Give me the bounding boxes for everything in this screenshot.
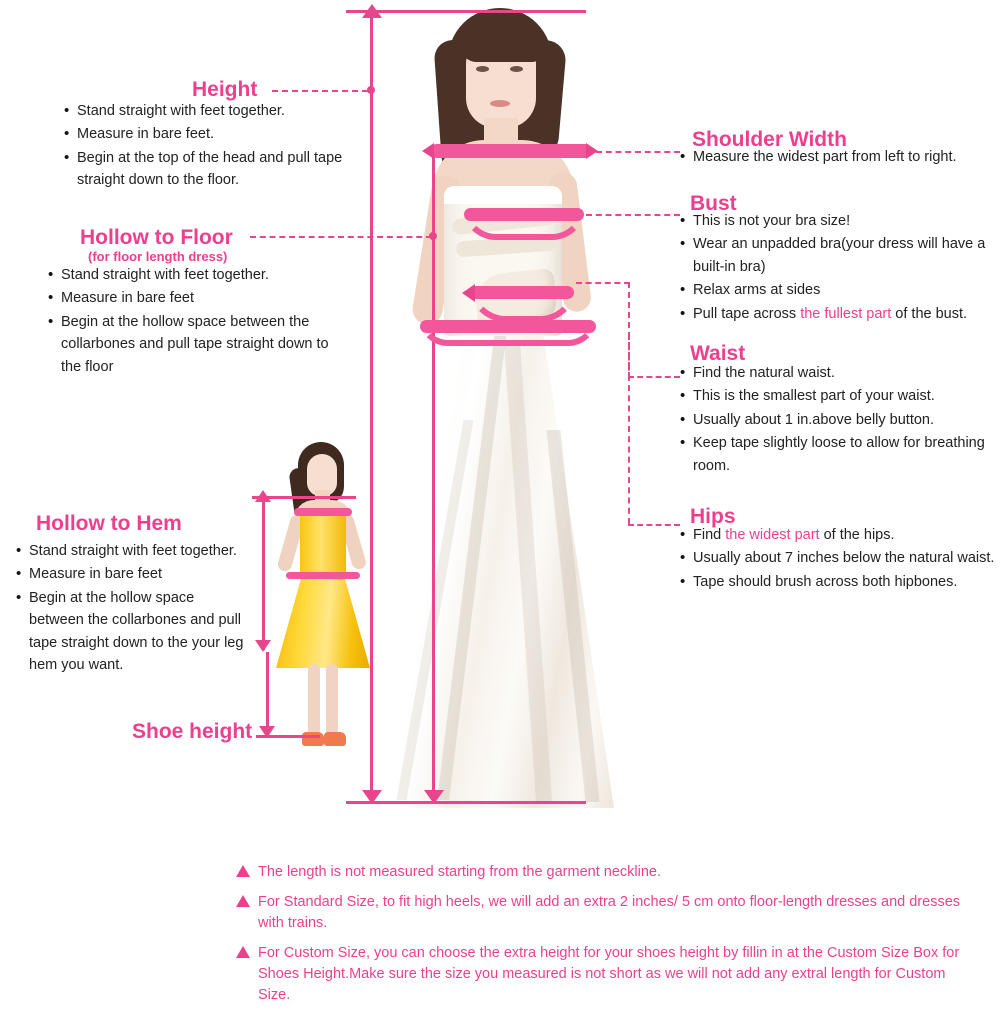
bullet: • Measure the widest part from left to right. <box>678 146 998 168</box>
hollow-to-floor-bullets <box>46 264 346 379</box>
hollow-to-floor-measure-line <box>432 150 435 804</box>
footnote-item <box>236 943 976 1006</box>
bullet: • Usually about 7 inches below the natural waist. <box>678 547 998 569</box>
waist-bullets <box>678 362 998 478</box>
hollow-to-floor-arrow-bottom <box>424 790 444 804</box>
height-bottom-cap <box>346 801 586 804</box>
hollow-to-hem-top-cap <box>252 496 356 499</box>
hips-bullets <box>678 524 998 594</box>
hips-leader-vertical <box>628 334 630 524</box>
bust-label: Bust <box>690 192 737 215</box>
warning-triangle-icon <box>236 865 250 877</box>
bust-bullets <box>678 210 998 326</box>
hollow-to-hem-arrow-bottom <box>255 640 271 652</box>
fringe <box>460 22 542 62</box>
height-measure-line <box>370 10 373 804</box>
shoulder-width-bullets <box>678 146 998 169</box>
waist-leader-dash <box>628 376 680 378</box>
leg-left <box>308 664 320 736</box>
hips-leader-dash <box>628 524 680 526</box>
waist-label: Waist <box>690 342 746 365</box>
eye-right <box>510 66 523 72</box>
gown-neckline <box>444 186 562 204</box>
height-leader-dot <box>367 86 375 94</box>
footnote-text: For Custom Size, you can choose the extra height for your shoes height by fillin in at the Custom Size Box for Shoes Height.Make sure the size you measured is not short as we will not add any extral length for Custom Size. <box>258 945 960 1004</box>
hollow-to-hem-bullets <box>14 540 248 678</box>
shoe-height-right-line <box>266 735 269 736</box>
footnote-text: For Standard Size, to fit high heels, we will add an extra 2 inches/ 5 cm onto floor-length dresses and dresses with trains. <box>258 894 961 932</box>
footnote-text: The length is not measured starting from the garment neckline. <box>258 864 661 880</box>
footnote-item <box>236 892 976 934</box>
shoulder-width-label: Shoulder Width <box>692 128 847 151</box>
height-leader-dash <box>272 90 368 92</box>
bullet: • Keep tape slightly loose to allow for breathing room. <box>678 432 998 477</box>
bullet: • Wear an unpadded bra(your dress will have a built-in bra) <box>678 233 998 278</box>
bullet: • Measure in bare feet <box>14 563 248 585</box>
tall-model-illustration <box>370 0 630 815</box>
short-dress-skirt <box>276 574 370 668</box>
footnotes <box>236 862 976 1015</box>
bullet: • Stand straight with feet together. <box>62 100 362 122</box>
bullet: • Usually about 1 in.above belly button. <box>678 409 998 431</box>
shoulder-width-leader-dash <box>596 151 680 153</box>
bust-band-curve <box>462 206 586 240</box>
hollow-to-hem-measure-line <box>262 496 265 650</box>
hollow-to-floor-label: Hollow to Floor <box>80 226 233 249</box>
bullet: • Stand straight with feet together. <box>14 540 248 562</box>
bust-leader-dash <box>586 214 680 216</box>
warning-triangle-icon <box>236 895 250 907</box>
bullet: • This is the smallest part of your waist. <box>678 385 998 407</box>
shoe-right <box>324 732 346 746</box>
hips-band-curve <box>418 316 598 346</box>
bullet: • Measure in bare feet. <box>62 123 362 145</box>
short-dress-bodice <box>300 512 346 580</box>
hips-label: Hips <box>690 505 736 528</box>
bust-highlight: the fullest part <box>800 305 892 322</box>
bullet: • Begin at the hollow space between the collarbones and pull tape straight down to the floor <box>46 311 346 378</box>
shoulder-width-band <box>430 144 592 158</box>
hollow-to-floor-leader-dot <box>429 232 437 240</box>
warning-triangle-icon <box>236 946 250 958</box>
short-model-hip-band <box>286 572 360 579</box>
hollow-to-floor-sublabel: (for floor length dress) <box>88 249 228 264</box>
bullet: • Find the natural waist. <box>678 362 998 384</box>
short-model-bust-band <box>294 508 352 516</box>
bullet: • Begin at the hollow space between the collarbones and pull tape straight down to the your leg hem you want. <box>14 587 248 677</box>
height-bullets <box>62 100 362 193</box>
leg-right <box>326 664 338 736</box>
height-label: Height <box>192 78 258 101</box>
short-model-illustration <box>262 440 382 760</box>
waist-leader-top <box>576 282 630 284</box>
waist-arrow-left <box>462 284 475 302</box>
bullet-hips-widest: • Find the widest part of the hips. <box>678 524 998 546</box>
shoe-height-label: Shoe height <box>132 720 253 743</box>
height-top-cap <box>346 10 586 13</box>
bullet: • Tape should brush across both hipbones. <box>678 571 998 593</box>
bullet: • Measure in bare feet <box>46 287 346 309</box>
bullet: • This is not your bra size! <box>678 210 998 232</box>
bullet: • Stand straight with feet together. <box>46 264 346 286</box>
bullet: • Relax arms at sides <box>678 279 998 301</box>
hips-highlight: the widest part <box>725 527 820 543</box>
eye-left <box>476 66 489 72</box>
bullet-bust-fullest: • Pull tape across the fullest part of the bust. <box>678 303 998 325</box>
shoulder-width-arrow-left <box>422 143 434 159</box>
hollow-to-hem-label: Hollow to Hem <box>36 512 182 535</box>
bullet: • Begin at the top of the head and pull tape straight down to the floor. <box>62 147 362 192</box>
lips <box>490 100 510 107</box>
hollow-to-floor-leader-dash <box>250 236 432 238</box>
footnote-item <box>236 862 976 883</box>
